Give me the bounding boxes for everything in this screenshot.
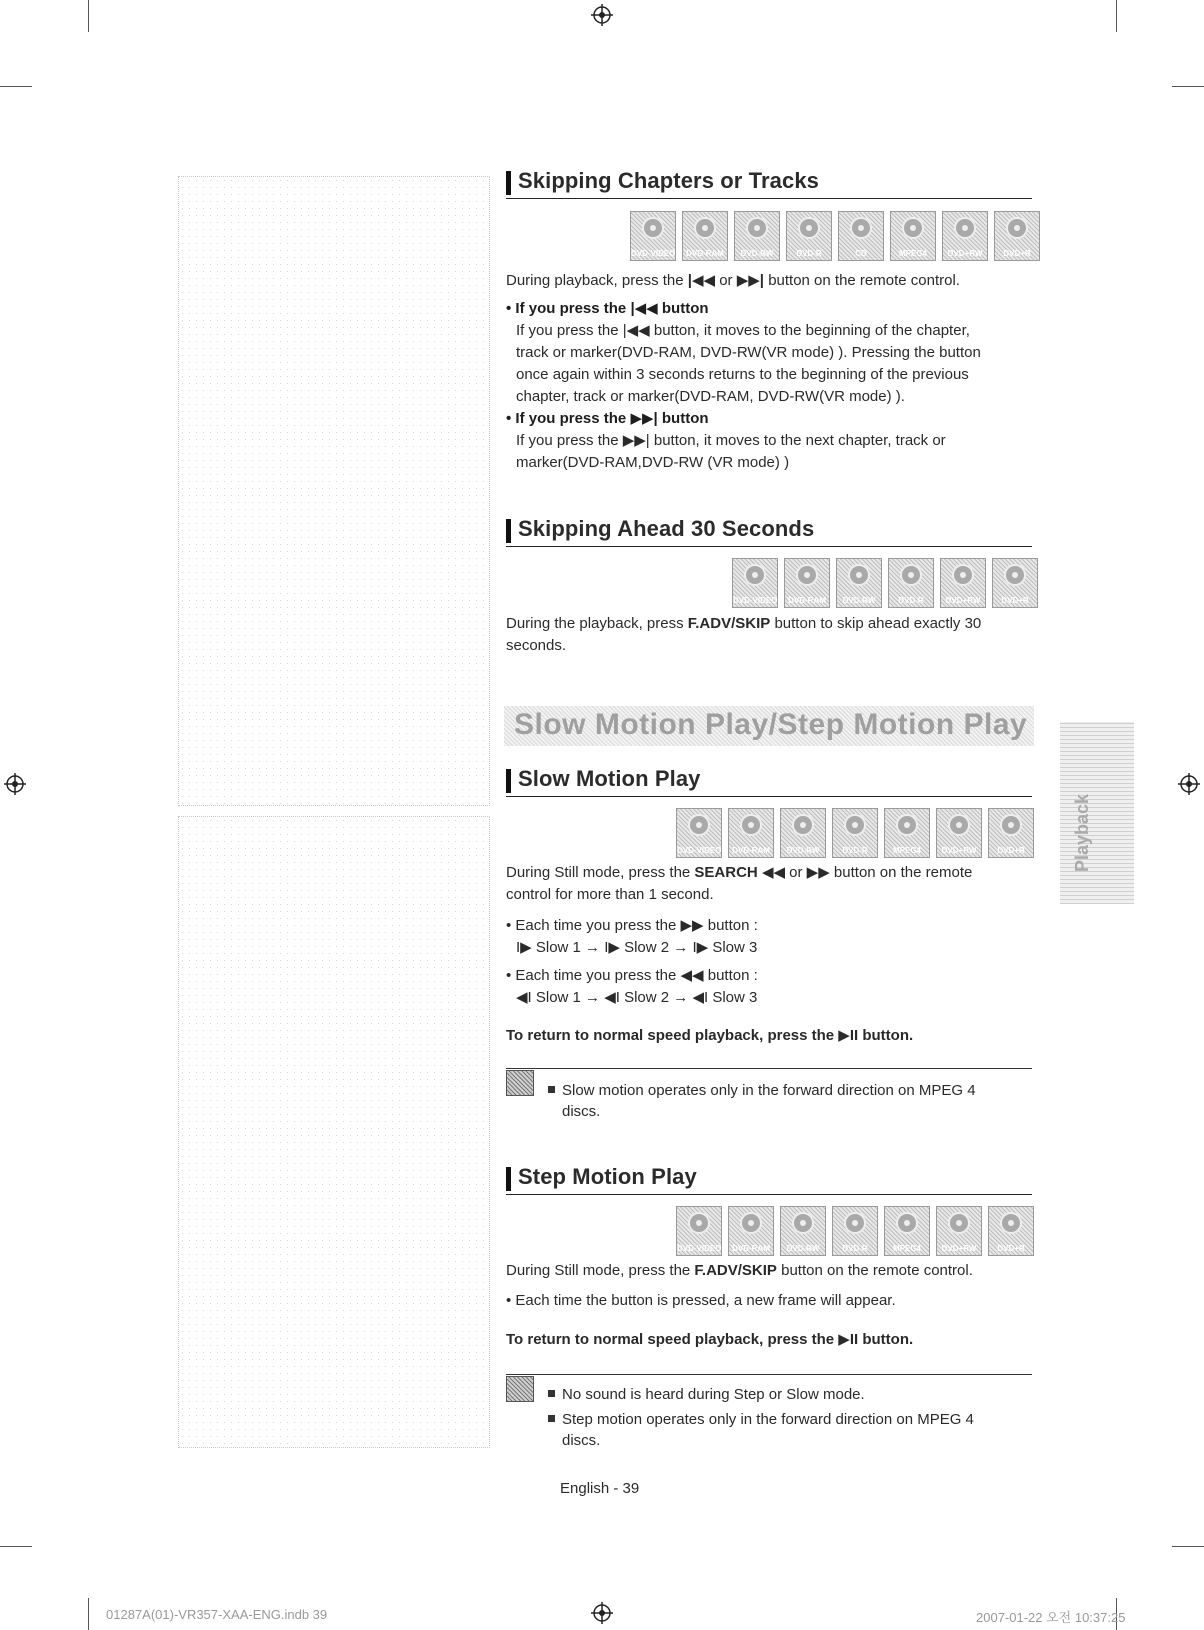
disc-type-icon — [682, 211, 728, 261]
disc-type-icon — [988, 1206, 1034, 1256]
disc-icon — [740, 814, 762, 836]
disc-label: DVD-RW — [786, 1244, 820, 1253]
disc-type-icon — [786, 211, 832, 261]
note-item: Slow motion operates only in the forward direction on MPEG 4 discs. — [548, 1080, 976, 1122]
crop-mark — [0, 1546, 32, 1547]
disc-icon — [844, 1212, 866, 1234]
bullet-heading: • If you press the |◀◀ button — [506, 300, 709, 317]
paragraph: If you press the |◀◀ button, it moves to the beginning of the chapter, track or marker(DVD-RAM, DVD-RW(VR mode) ). Pressing the button once again within 3 seconds returns to the beginning of the previous chapter, track or marker(DVD-RAM, DVD-RW(VR mode) ). — [516, 322, 981, 405]
disc-icon — [792, 814, 814, 836]
return-instruction: To return to normal speed playback, press the ▶II button. — [506, 1027, 914, 1044]
disc-compatibility-row — [732, 558, 1038, 608]
paragraph: During the playback, press F.ADV/SKIP button to skip ahead exactly 30 seconds. — [506, 615, 982, 654]
disc-icon — [844, 814, 866, 836]
disc-type-icon — [832, 1206, 878, 1256]
disc-type-icon — [884, 1206, 930, 1256]
paragraph: If you press the ▶▶| button, it moves to the next chapter, track or marker(DVD-RAM,DVD-RW (VR mode) ) — [516, 432, 946, 471]
decorative-panel — [178, 176, 490, 806]
disc-compatibility-row — [676, 1206, 1034, 1256]
disc-type-icon — [936, 808, 982, 858]
disc-label: DVD-RAM — [732, 846, 770, 855]
heading-bar — [506, 769, 511, 793]
disc-type-icon — [728, 808, 774, 858]
disc-label: DVD+R — [1003, 249, 1031, 258]
section-heading — [506, 766, 1032, 797]
disc-type-icon — [734, 211, 780, 261]
crop-mark — [0, 86, 32, 87]
crop-mark — [88, 0, 89, 32]
disc-type-icon — [936, 1206, 982, 1256]
disc-label: DVD+RW — [947, 249, 983, 258]
registration-mark-icon — [4, 773, 26, 795]
registration-mark-icon — [1178, 773, 1200, 795]
disc-label: DVD-R — [842, 846, 868, 855]
paragraph: • Each time the button is pressed, a new frame will appear. — [506, 1292, 896, 1309]
disc-label: DVD-RW — [740, 249, 774, 258]
paragraph: • Each time you press the ◀◀ button : ◀I Slow 1 → ◀I Slow 2 → ◀I Slow 3 — [506, 967, 758, 1006]
footer-file: 01287A(01)-VR357-XAA-ENG.indb 39 — [106, 1607, 328, 1622]
section-heading — [506, 516, 1032, 547]
disc-type-icon — [676, 808, 722, 858]
registration-mark-icon — [591, 4, 613, 26]
disc-label: DVD+RW — [945, 596, 981, 605]
decorative-panel — [178, 816, 490, 1448]
disc-icon — [1004, 564, 1026, 586]
disc-type-icon — [780, 808, 826, 858]
note-divider — [506, 1374, 1032, 1375]
disc-label: DVD-VIDEO — [631, 249, 675, 258]
disc-icon — [850, 217, 872, 239]
registration-mark-icon — [591, 1602, 613, 1624]
disc-type-icon — [992, 558, 1038, 608]
disc-icon — [896, 814, 918, 836]
disc-type-icon — [780, 1206, 826, 1256]
note-icon — [506, 1376, 534, 1402]
footer-timestamp: 2007-01-22 오전 10:37:25 — [976, 1610, 1126, 1625]
disc-type-icon — [630, 211, 676, 261]
note-divider — [506, 1068, 1032, 1069]
disc-label: DVD-VIDEO — [733, 596, 777, 605]
disc-label: DVD-R — [796, 249, 822, 258]
disc-icon — [688, 814, 710, 836]
disc-type-icon — [890, 211, 936, 261]
disc-icon — [1006, 217, 1028, 239]
disc-icon — [740, 1212, 762, 1234]
disc-label: DVD-RAM — [788, 596, 826, 605]
heading-bar — [506, 1167, 511, 1191]
disc-icon — [746, 217, 768, 239]
disc-type-icon — [838, 211, 884, 261]
disc-label: DVD-RW — [842, 596, 876, 605]
paragraph: During Still mode, press the F.ADV/SKIP button on the remote control. — [506, 1262, 973, 1279]
disc-icon — [900, 564, 922, 586]
disc-icon — [896, 1212, 918, 1234]
disc-icon — [642, 217, 664, 239]
disc-label: DVD-RAM — [686, 249, 724, 258]
heading-bar — [506, 171, 511, 195]
disc-icon — [948, 814, 970, 836]
disc-icon — [1000, 814, 1022, 836]
disc-icon — [796, 564, 818, 586]
section-title: Step Motion Play — [518, 1164, 697, 1189]
disc-type-icon — [836, 558, 882, 608]
disc-label: DVD+R — [997, 1244, 1025, 1253]
section-heading — [506, 168, 1032, 199]
disc-icon — [694, 217, 716, 239]
disc-label: DVD+R — [997, 846, 1025, 855]
disc-type-icon — [994, 211, 1040, 261]
section-title: Skipping Chapters or Tracks — [518, 168, 820, 193]
note-item: No sound is heard during Step or Slow mode. — [548, 1384, 865, 1405]
disc-icon — [952, 564, 974, 586]
disc-icon — [1000, 1212, 1022, 1234]
disc-icon — [948, 1212, 970, 1234]
chapter-banner — [504, 706, 1034, 746]
disc-label: MPEG4 — [892, 846, 921, 855]
disc-type-icon — [940, 558, 986, 608]
disc-icon — [902, 217, 924, 239]
paragraph: During Still mode, press the SEARCH ◀◀ or ▶▶ button on the remote control for more than 1 second. — [506, 864, 973, 903]
disc-compatibility-row — [676, 808, 1034, 858]
note-icon — [506, 1070, 534, 1096]
disc-type-icon — [728, 1206, 774, 1256]
disc-icon — [744, 564, 766, 586]
crop-mark — [88, 1598, 89, 1630]
disc-type-icon — [676, 1206, 722, 1256]
note-item: Step motion operates only in the forward direction on MPEG 4 discs. — [548, 1409, 974, 1451]
disc-type-icon — [884, 808, 930, 858]
banner-title: Slow Motion Play/Step Motion Play — [514, 708, 1028, 741]
disc-type-icon — [732, 558, 778, 608]
side-tab-label: Playback — [1072, 793, 1092, 872]
heading-bar — [506, 519, 511, 543]
side-tab — [1060, 722, 1134, 904]
disc-label: DVD+RW — [941, 846, 977, 855]
paragraph: • Each time you press the ▶▶ button : I▶ Slow 1 → I▶ Slow 2 → I▶ Slow 3 — [506, 917, 758, 956]
paragraph: During playback, press the |◀◀ or ▶▶| button on the remote control. — [506, 272, 960, 289]
disc-label: MPEG4 — [898, 249, 927, 258]
section-title: Slow Motion Play — [518, 766, 701, 791]
disc-type-icon — [784, 558, 830, 608]
disc-type-icon — [888, 558, 934, 608]
disc-type-icon — [988, 808, 1034, 858]
disc-label: DVD-RW — [786, 846, 820, 855]
disc-label: DVD+RW — [941, 1244, 977, 1253]
disc-icon — [798, 217, 820, 239]
section-heading — [506, 1164, 1032, 1195]
page-number: English - 39 — [560, 1480, 640, 1497]
disc-icon — [792, 1212, 814, 1234]
disc-icon — [954, 217, 976, 239]
crop-mark — [1172, 86, 1204, 87]
disc-type-icon — [942, 211, 988, 261]
disc-icon — [848, 564, 870, 586]
disc-label: DVD-RAM — [732, 1244, 770, 1253]
bullet-heading: • If you press the ▶▶| button — [506, 410, 709, 427]
disc-label: CD — [855, 249, 867, 258]
crop-mark — [1172, 1546, 1204, 1547]
crop-mark — [1116, 0, 1117, 32]
disc-label: DVD+R — [1001, 596, 1029, 605]
disc-label: MPEG4 — [892, 1244, 921, 1253]
disc-compatibility-row — [630, 211, 1040, 261]
disc-label: DVD-VIDEO — [677, 846, 721, 855]
disc-icon — [688, 1212, 710, 1234]
return-instruction: To return to normal speed playback, press the ▶II button. — [506, 1331, 914, 1348]
section-title: Skipping Ahead 30 Seconds — [518, 516, 815, 541]
disc-label: DVD-R — [898, 596, 924, 605]
disc-label: DVD-VIDEO — [677, 1244, 721, 1253]
disc-type-icon — [832, 808, 878, 858]
disc-label: DVD-R — [842, 1244, 868, 1253]
